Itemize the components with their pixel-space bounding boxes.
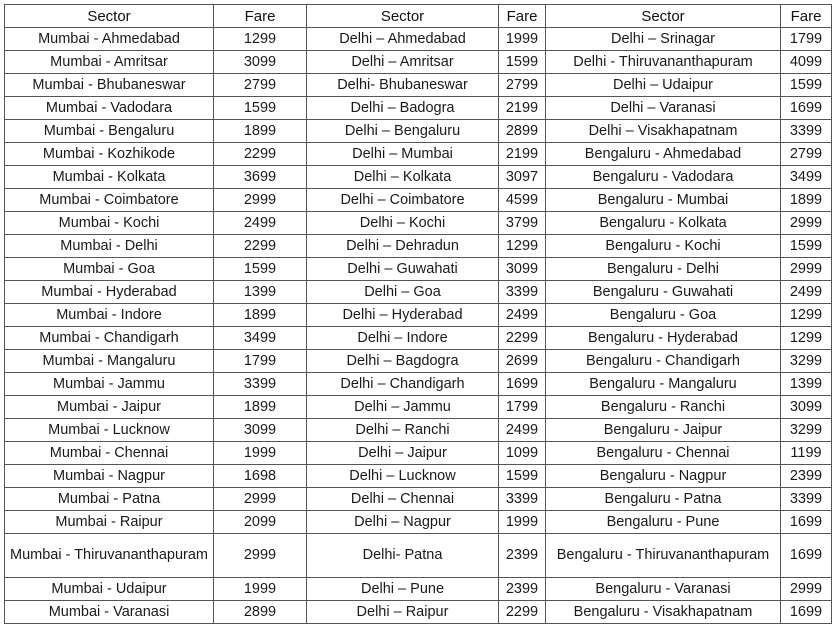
sector-cell: Bengaluru - Delhi xyxy=(546,258,781,281)
fare-cell: 2899 xyxy=(214,601,307,624)
fare-cell: 1899 xyxy=(214,396,307,419)
sector-cell: Mumbai - Jammu xyxy=(5,373,214,396)
sector-cell: Mumbai - Amritsar xyxy=(5,51,214,74)
sector-cell: Delhi – Indore xyxy=(307,327,499,350)
fare-table-body xyxy=(5,28,832,624)
sector-cell: Delhi – Dehradun xyxy=(307,235,499,258)
fare-cell: 2799 xyxy=(214,74,307,97)
table-row xyxy=(5,419,832,442)
fare-cell: 1599 xyxy=(499,465,546,488)
sector-cell: Mumbai - Coimbatore xyxy=(5,189,214,212)
fare-cell: 1599 xyxy=(214,97,307,120)
fare-cell: 2299 xyxy=(214,143,307,166)
table-row xyxy=(5,578,832,601)
sector-cell: Delhi - Thiruvananthapuram xyxy=(546,51,781,74)
sector-cell: Bengaluru - Hyderabad xyxy=(546,327,781,350)
fare-table xyxy=(4,4,832,624)
sector-cell: Mumbai - Indore xyxy=(5,304,214,327)
fare-cell: 2699 xyxy=(499,350,546,373)
sector-cell: Mumbai - Raipur xyxy=(5,511,214,534)
fare-cell: 1899 xyxy=(781,189,832,212)
fare-cell: 4099 xyxy=(781,51,832,74)
fare-cell: 3699 xyxy=(214,166,307,189)
sector-cell: Delhi – Coimbatore xyxy=(307,189,499,212)
fare-cell: 3299 xyxy=(781,419,832,442)
fare-cell: 1999 xyxy=(214,578,307,601)
fare-cell: 3099 xyxy=(214,51,307,74)
sector-cell: Delhi – Ranchi xyxy=(307,419,499,442)
fare-cell: 1799 xyxy=(499,396,546,419)
fare-cell: 3299 xyxy=(781,350,832,373)
sector-cell: Mumbai - Chennai xyxy=(5,442,214,465)
sector-cell: Delhi – Kolkata xyxy=(307,166,499,189)
fare-cell: 1299 xyxy=(214,28,307,51)
fare-cell: 1199 xyxy=(781,442,832,465)
table-row xyxy=(5,304,832,327)
table-row xyxy=(5,166,832,189)
sector-cell: Delhi – Srinagar xyxy=(546,28,781,51)
fare-cell: 1699 xyxy=(499,373,546,396)
sector-cell: Mumbai - Lucknow xyxy=(5,419,214,442)
sector-cell: Bengaluru - Goa xyxy=(546,304,781,327)
sector-cell: Delhi – Varanasi xyxy=(546,97,781,120)
fare-cell: 1899 xyxy=(214,120,307,143)
sector-cell: Delhi – Jammu xyxy=(307,396,499,419)
sector-cell: Mumbai - Ahmedabad xyxy=(5,28,214,51)
fare-cell: 3399 xyxy=(214,373,307,396)
sector-cell: Delhi – Bagdogra xyxy=(307,350,499,373)
sector-cell: Delhi – Raipur xyxy=(307,601,499,624)
fare-cell: 3399 xyxy=(781,120,832,143)
fare-cell: 2299 xyxy=(214,235,307,258)
fare-cell: 3097 xyxy=(499,166,546,189)
header-sector: Sector xyxy=(546,5,781,28)
fare-cell: 2999 xyxy=(214,189,307,212)
sector-cell: Mumbai - Kolkata xyxy=(5,166,214,189)
table-row xyxy=(5,189,832,212)
fare-cell: 1799 xyxy=(781,28,832,51)
sector-cell: Bengaluru - Thiruvananthapuram xyxy=(546,534,781,578)
sector-cell: Delhi – Visakhapatnam xyxy=(546,120,781,143)
table-row xyxy=(5,281,832,304)
fare-cell: 3099 xyxy=(781,396,832,419)
sector-cell: Bengaluru - Varanasi xyxy=(546,578,781,601)
sector-cell: Bengaluru - Chandigarh xyxy=(546,350,781,373)
fare-cell: 1299 xyxy=(499,235,546,258)
sector-cell: Mumbai - Mangaluru xyxy=(5,350,214,373)
sector-cell: Delhi – Pune xyxy=(307,578,499,601)
fare-cell: 1699 xyxy=(781,534,832,578)
sector-cell: Mumbai - Thiruvananthapuram xyxy=(5,534,214,578)
sector-cell: Mumbai - Udaipur xyxy=(5,578,214,601)
fare-cell: 3399 xyxy=(781,488,832,511)
sector-cell: Bengaluru - Mumbai xyxy=(546,189,781,212)
table-row xyxy=(5,465,832,488)
sector-cell: Mumbai - Bengaluru xyxy=(5,120,214,143)
table-row xyxy=(5,28,832,51)
table-row xyxy=(5,97,832,120)
fare-cell: 2899 xyxy=(499,120,546,143)
sector-cell: Bengaluru - Kolkata xyxy=(546,212,781,235)
fare-cell: 1699 xyxy=(781,97,832,120)
table-row xyxy=(5,143,832,166)
table-row xyxy=(5,442,832,465)
table-row xyxy=(5,74,832,97)
sector-cell: Mumbai - Nagpur xyxy=(5,465,214,488)
sector-cell: Bengaluru - Kochi xyxy=(546,235,781,258)
sector-cell: Bengaluru - Nagpur xyxy=(546,465,781,488)
sector-cell: Delhi – Jaipur xyxy=(307,442,499,465)
sector-cell: Delhi- Bhubaneswar xyxy=(307,74,499,97)
fare-cell: 1599 xyxy=(781,235,832,258)
sector-cell: Delhi – Goa xyxy=(307,281,499,304)
sector-cell: Bengaluru - Jaipur xyxy=(546,419,781,442)
sector-cell: Bengaluru - Patna xyxy=(546,488,781,511)
fare-cell: 2099 xyxy=(214,511,307,534)
header-fare: Fare xyxy=(214,5,307,28)
sector-cell: Delhi – Badogra xyxy=(307,97,499,120)
fare-cell: 1698 xyxy=(214,465,307,488)
sector-cell: Mumbai - Jaipur xyxy=(5,396,214,419)
fare-cell: 2799 xyxy=(781,143,832,166)
fare-cell: 3399 xyxy=(499,281,546,304)
sector-cell: Delhi – Lucknow xyxy=(307,465,499,488)
fare-cell: 3099 xyxy=(499,258,546,281)
fare-cell: 2399 xyxy=(499,534,546,578)
header-sector: Sector xyxy=(5,5,214,28)
table-row xyxy=(5,120,832,143)
fare-cell: 4599 xyxy=(499,189,546,212)
fare-cell: 3499 xyxy=(781,166,832,189)
table-row xyxy=(5,350,832,373)
sector-cell: Bengaluru - Visakhapatnam xyxy=(546,601,781,624)
sector-cell: Mumbai - Kochi xyxy=(5,212,214,235)
sector-cell: Delhi – Nagpur xyxy=(307,511,499,534)
sector-cell: Delhi – Kochi xyxy=(307,212,499,235)
sector-cell: Mumbai - Vadodara xyxy=(5,97,214,120)
fare-cell: 2299 xyxy=(499,601,546,624)
sector-cell: Delhi – Bengaluru xyxy=(307,120,499,143)
sector-cell: Bengaluru - Chennai xyxy=(546,442,781,465)
table-row xyxy=(5,396,832,419)
table-row xyxy=(5,488,832,511)
sector-cell: Delhi – Chennai xyxy=(307,488,499,511)
header-row xyxy=(5,5,832,28)
fare-cell: 1599 xyxy=(214,258,307,281)
sector-cell: Delhi – Amritsar xyxy=(307,51,499,74)
sector-cell: Delhi – Mumbai xyxy=(307,143,499,166)
fare-cell: 3399 xyxy=(499,488,546,511)
sector-cell: Mumbai - Delhi xyxy=(5,235,214,258)
header-sector: Sector xyxy=(307,5,499,28)
sector-cell: Mumbai - Goa xyxy=(5,258,214,281)
fare-cell: 2999 xyxy=(781,578,832,601)
sector-cell: Delhi – Ahmedabad xyxy=(307,28,499,51)
fare-cell: 3799 xyxy=(499,212,546,235)
fare-cell: 1999 xyxy=(214,442,307,465)
fare-cell: 1599 xyxy=(499,51,546,74)
fare-cell: 1099 xyxy=(499,442,546,465)
fare-cell: 1399 xyxy=(214,281,307,304)
sector-cell: Mumbai - Chandigarh xyxy=(5,327,214,350)
fare-cell: 2499 xyxy=(214,212,307,235)
fare-cell: 1299 xyxy=(781,304,832,327)
sector-cell: Bengaluru - Ranchi xyxy=(546,396,781,419)
fare-cell: 3499 xyxy=(214,327,307,350)
fare-cell: 2999 xyxy=(781,212,832,235)
fare-cell: 2999 xyxy=(214,488,307,511)
fare-cell: 1399 xyxy=(781,373,832,396)
fare-cell: 1699 xyxy=(781,601,832,624)
fare-cell: 2999 xyxy=(214,534,307,578)
fare-cell: 2499 xyxy=(781,281,832,304)
sector-cell: Bengaluru - Mangaluru xyxy=(546,373,781,396)
table-row xyxy=(5,601,832,624)
fare-cell: 2399 xyxy=(781,465,832,488)
sector-cell: Bengaluru - Guwahati xyxy=(546,281,781,304)
sector-cell: Mumbai - Bhubaneswar xyxy=(5,74,214,97)
fare-cell: 1899 xyxy=(214,304,307,327)
sector-cell: Bengaluru - Ahmedabad xyxy=(546,143,781,166)
sector-cell: Mumbai - Varanasi xyxy=(5,601,214,624)
fare-cell: 3099 xyxy=(214,419,307,442)
sector-cell: Mumbai - Kozhikode xyxy=(5,143,214,166)
table-row xyxy=(5,511,832,534)
fare-cell: 1599 xyxy=(781,74,832,97)
sector-cell: Mumbai - Hyderabad xyxy=(5,281,214,304)
fare-cell: 2399 xyxy=(499,578,546,601)
table-row xyxy=(5,235,832,258)
sector-cell: Mumbai - Patna xyxy=(5,488,214,511)
sector-cell: Delhi – Chandigarh xyxy=(307,373,499,396)
fare-cell: 2199 xyxy=(499,143,546,166)
fare-cell: 1799 xyxy=(214,350,307,373)
fare-cell: 2199 xyxy=(499,97,546,120)
sector-cell: Delhi – Guwahati xyxy=(307,258,499,281)
header-fare: Fare xyxy=(499,5,546,28)
header-fare: Fare xyxy=(781,5,832,28)
table-row xyxy=(5,51,832,74)
fare-cell: 2299 xyxy=(499,327,546,350)
fare-cell: 1699 xyxy=(781,511,832,534)
fare-cell: 1999 xyxy=(499,28,546,51)
fare-cell: 1299 xyxy=(781,327,832,350)
sector-cell: Delhi- Patna xyxy=(307,534,499,578)
sector-cell: Bengaluru - Pune xyxy=(546,511,781,534)
table-row xyxy=(5,212,832,235)
fare-cell: 1999 xyxy=(499,511,546,534)
table-row xyxy=(5,327,832,350)
table-row xyxy=(5,373,832,396)
fare-cell: 2499 xyxy=(499,419,546,442)
fare-cell: 2799 xyxy=(499,74,546,97)
sector-cell: Bengaluru - Vadodara xyxy=(546,166,781,189)
sector-cell: Delhi – Hyderabad xyxy=(307,304,499,327)
fare-cell: 2999 xyxy=(781,258,832,281)
table-row xyxy=(5,534,832,578)
sector-cell: Delhi – Udaipur xyxy=(546,74,781,97)
table-row xyxy=(5,258,832,281)
fare-cell: 2499 xyxy=(499,304,546,327)
